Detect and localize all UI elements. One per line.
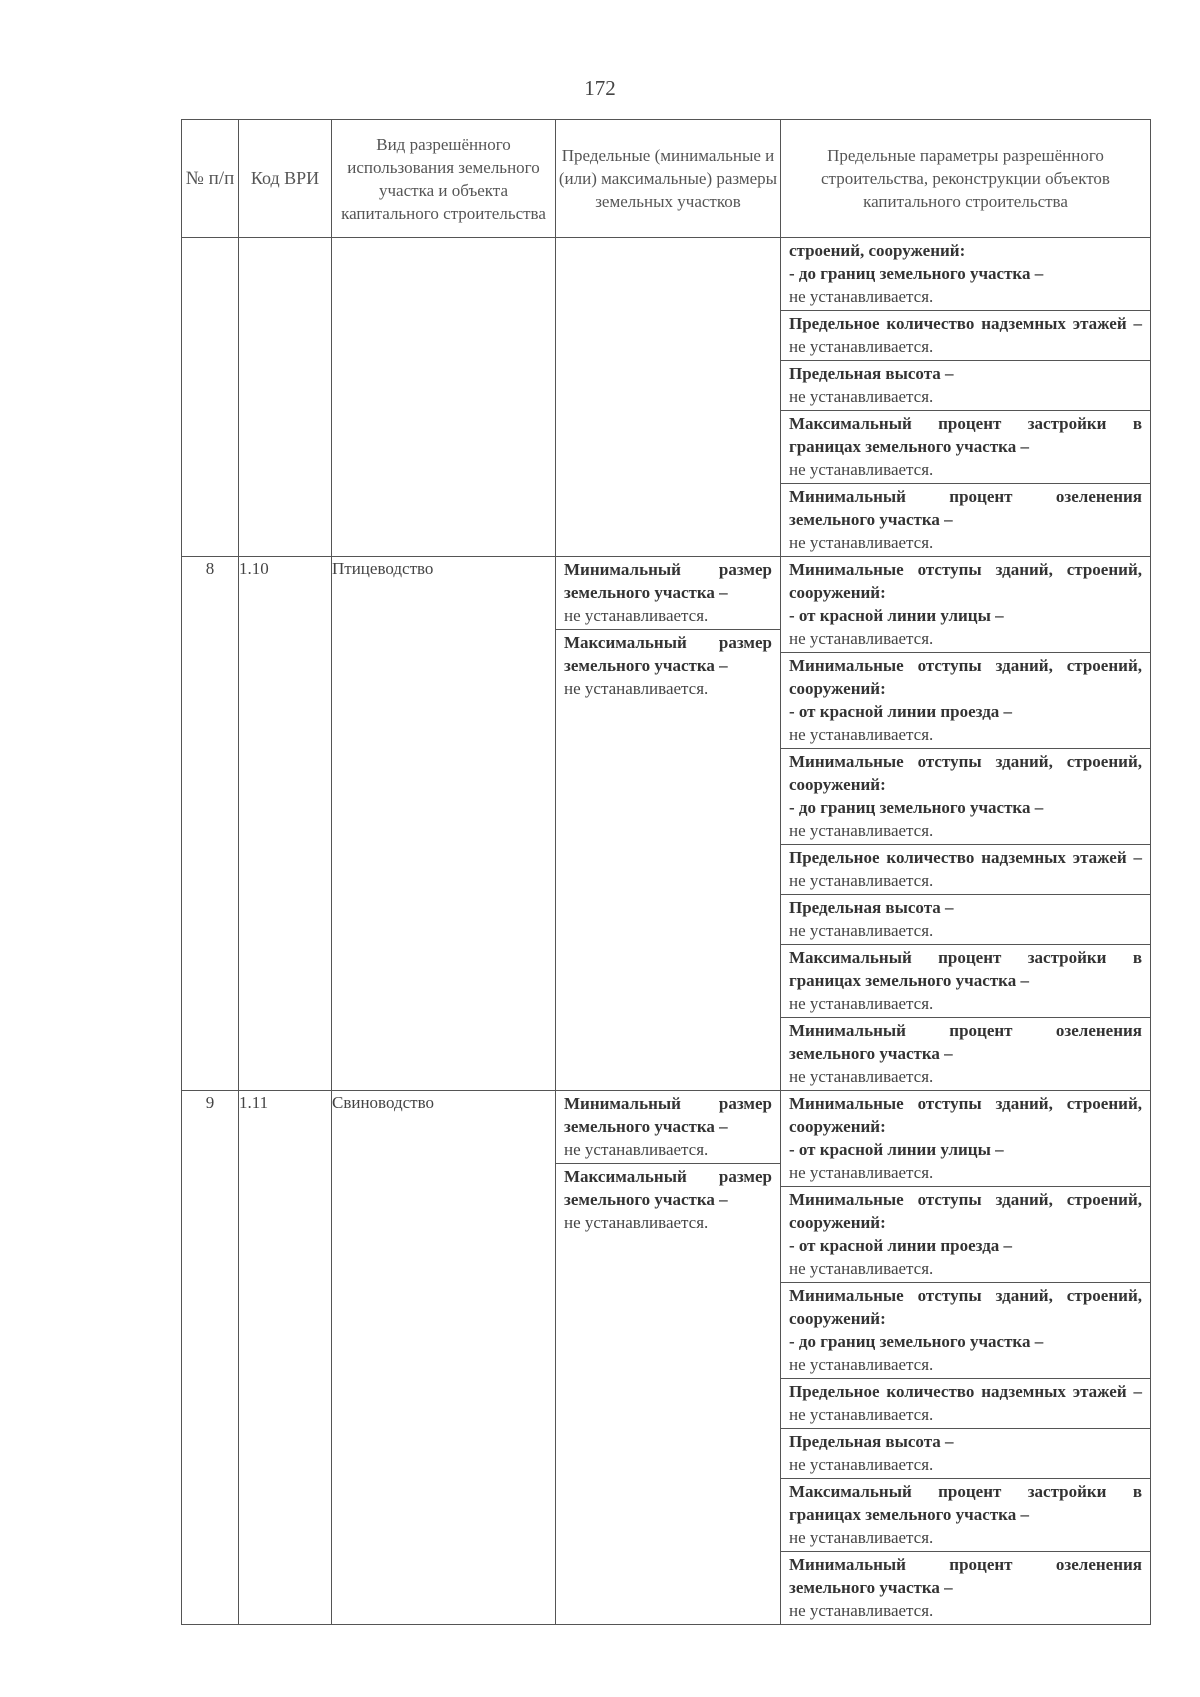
param-value-text: не устанавливается. xyxy=(789,1528,934,1547)
row-kind: Свиноводство xyxy=(332,1091,556,1625)
empty-cell xyxy=(332,238,556,557)
param-value-text: не устанавливается. xyxy=(789,629,934,648)
size-value-text: не устанавливается. xyxy=(564,1213,709,1232)
param-bold-line: - от красной линии улицы – xyxy=(789,606,1004,625)
param-bold-line: - от красной линии улицы – xyxy=(789,1140,1004,1159)
param-bold-line: - до границ земельного участка – xyxy=(789,264,1044,283)
header-params: Предельные параметры разрешённого строительства, реконструкции объектов капитального строительства xyxy=(781,120,1151,238)
table-header-row xyxy=(182,120,1151,238)
size-value-text: не устанавливается. xyxy=(564,679,709,698)
param-block xyxy=(781,1091,1150,1187)
param-value-text: не устанавливается. xyxy=(789,994,934,1013)
size-value-text: не устанавливается. xyxy=(564,1140,709,1159)
row-num: 9 xyxy=(182,1091,239,1625)
param-bold-text: Предельное количество надземных этажей – xyxy=(789,314,1142,333)
param-block xyxy=(781,238,1150,311)
param-bold-text: Максимальный процент застройки в границах земельного участка – xyxy=(789,948,1142,990)
size-cell xyxy=(556,557,781,1091)
params-cell xyxy=(781,1091,1151,1625)
param-bold-line: - от красной линии проезда – xyxy=(789,702,1013,721)
size-bold-text: Минимальный размер земельного участка – xyxy=(564,1094,772,1136)
param-value-text: не устанавливается. xyxy=(789,921,934,940)
param-bold-line: - до границ земельного участка – xyxy=(789,1332,1044,1351)
empty-cell xyxy=(182,238,239,557)
param-value-text: не устанавливается. xyxy=(789,821,934,840)
param-bold-text: Минимальные отступы зданий, строений, сооружений: xyxy=(789,752,1142,794)
param-bold-text: Минимальные отступы зданий, строений, сооружений: xyxy=(789,1190,1142,1232)
param-block xyxy=(781,1379,1150,1429)
regulations-table xyxy=(181,119,1151,1625)
param-block xyxy=(781,653,1150,749)
param-value-text: не устанавливается. xyxy=(789,1259,934,1278)
row-code: 1.10 xyxy=(239,557,332,1091)
row-kind: Птицеводство xyxy=(332,557,556,1091)
param-bold-text: Минимальные отступы зданий, строений, сооружений: xyxy=(789,1286,1142,1328)
size-block xyxy=(556,630,780,702)
param-bold-line: - от красной линии проезда – xyxy=(789,1236,1013,1255)
param-bold-text: Предельная высота – xyxy=(789,898,954,917)
param-bold-text: Максимальный процент застройки в границах земельного участка – xyxy=(789,414,1142,456)
param-bold-text: Минимальный процент озеленения земельного участка – xyxy=(789,1021,1142,1063)
row-num: 8 xyxy=(182,557,239,1091)
param-block xyxy=(781,895,1150,945)
param-block xyxy=(781,311,1150,361)
param-block xyxy=(781,411,1150,484)
param-block xyxy=(781,1552,1150,1624)
param-bold-text: Минимальный процент озеленения земельного участка – xyxy=(789,487,1142,529)
param-bold-text: Минимальный процент озеленения земельного участка – xyxy=(789,1555,1142,1597)
param-value-text: не устанавливается. xyxy=(789,1405,934,1424)
param-bold-text: Предельная высота – xyxy=(789,364,954,383)
empty-cell xyxy=(556,238,781,557)
param-bold-text: Предельное количество надземных этажей – xyxy=(789,848,1142,867)
params-cell xyxy=(781,557,1151,1091)
param-bold-text: строений, сооружений: xyxy=(789,241,966,260)
param-block xyxy=(781,749,1150,845)
size-bold-text: Минимальный размер земельного участка – xyxy=(564,560,772,602)
params-cell xyxy=(781,238,1151,557)
param-bold-text: Минимальные отступы зданий, строений, сооружений: xyxy=(789,656,1142,698)
size-block xyxy=(556,557,780,630)
param-block xyxy=(781,484,1150,556)
table-row xyxy=(182,1091,1151,1625)
size-block xyxy=(556,1164,780,1236)
param-value-text: не устанавливается. xyxy=(789,533,934,552)
param-bold-line: - до границ земельного участка – xyxy=(789,798,1044,817)
size-block xyxy=(556,1091,780,1164)
param-value-text: не устанавливается. xyxy=(789,1163,934,1182)
param-bold-text: Максимальный процент застройки в границах земельного участка – xyxy=(789,1482,1142,1524)
param-block xyxy=(781,361,1150,411)
param-value-text: не устанавливается. xyxy=(789,337,934,356)
header-kind: Вид разрешённого использования земельного участка и объекта капитального строительства xyxy=(332,120,556,238)
param-block xyxy=(781,1479,1150,1552)
param-block xyxy=(781,1187,1150,1283)
param-value-text: не устанавливается. xyxy=(789,725,934,744)
param-bold-text: Предельная высота – xyxy=(789,1432,954,1451)
header-code: Код ВРИ xyxy=(239,120,332,238)
param-value-text: не устанавливается. xyxy=(789,387,934,406)
param-block xyxy=(781,1018,1150,1090)
size-bold-text: Максимальный размер земельного участка – xyxy=(564,633,772,675)
param-bold-text: Минимальные отступы зданий, строений, сооружений: xyxy=(789,1094,1142,1136)
header-size: Предельные (минимальные и (или) максимальные) размеры земельных участков xyxy=(556,120,781,238)
param-value-text: не устанавливается. xyxy=(789,1355,934,1374)
empty-cell xyxy=(239,238,332,557)
header-num: № п/п xyxy=(182,120,239,238)
param-bold-text: Предельное количество надземных этажей – xyxy=(789,1382,1142,1401)
size-value-text: не устанавливается. xyxy=(564,606,709,625)
table-row-continuation xyxy=(182,238,1151,557)
param-value-text: не устанавливается. xyxy=(789,1455,934,1474)
param-value-text: не устанавливается. xyxy=(789,1601,934,1620)
param-bold-text: Минимальные отступы зданий, строений, сооружений: xyxy=(789,560,1142,602)
param-block xyxy=(781,845,1150,895)
table-row xyxy=(182,557,1151,1091)
param-value-text: не устанавливается. xyxy=(789,460,934,479)
param-value-text: не устанавливается. xyxy=(789,287,934,306)
param-value-text: не устанавливается. xyxy=(789,871,934,890)
param-value-text: не устанавливается. xyxy=(789,1067,934,1086)
size-bold-text: Максимальный размер земельного участка – xyxy=(564,1167,772,1209)
size-cell xyxy=(556,1091,781,1625)
page-number: 172 xyxy=(584,76,616,100)
param-block xyxy=(781,1429,1150,1479)
param-block xyxy=(781,1283,1150,1379)
param-block xyxy=(781,945,1150,1018)
row-code: 1.11 xyxy=(239,1091,332,1625)
param-block xyxy=(781,557,1150,653)
